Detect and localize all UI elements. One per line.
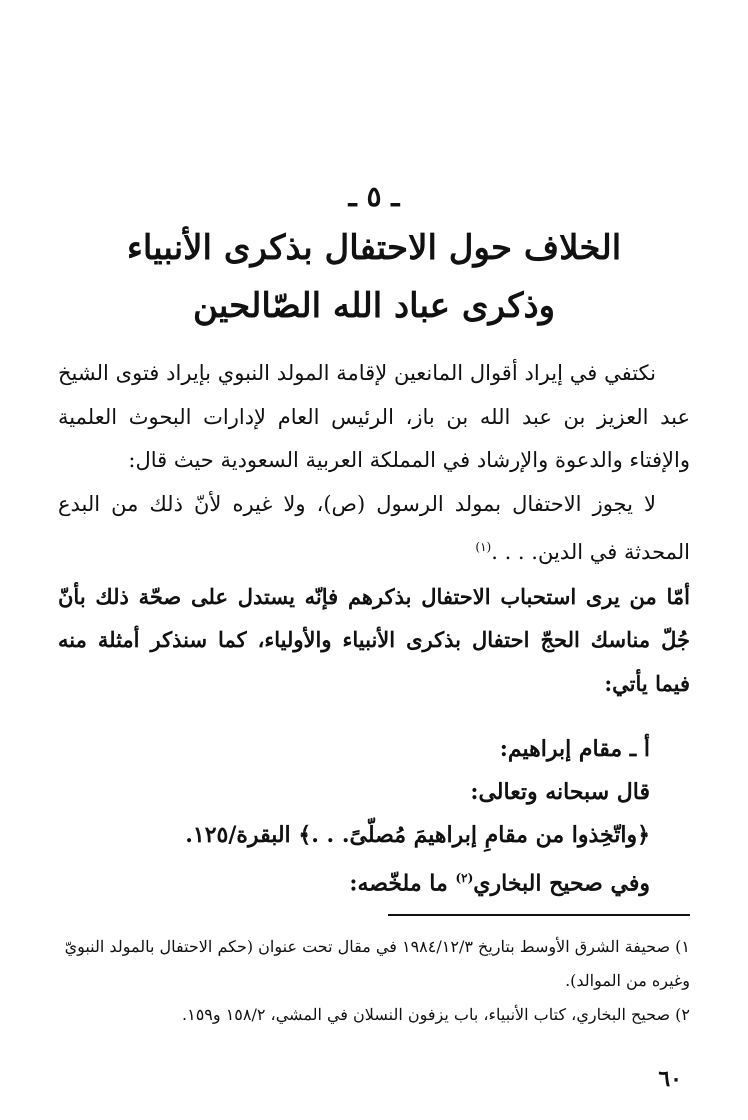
bukhari-prefix: وفي صحيح البخاري xyxy=(473,870,650,897)
footnotes xyxy=(58,930,690,1032)
intro-paragraph: نكتفي في إيراد أقوال المانعين لإقامة المولد النبوي بإيراد فتوى الشيخ عبد العزيز بن عبد الله بن باز، الرئيس العام لإدارات البحوث العلمية والإفتاء والدعوة والإرشاد في المملكة العربية السعودية حيث قال: xyxy=(58,361,690,472)
chapter-title-line-2: وذكرى عباد الله الصّالحين xyxy=(192,286,556,326)
bukhari-line xyxy=(90,857,650,905)
footnote-2: ٢) صحيح البخاري، كتاب الأنبياء، باب يزفون النسلان في المشي، ١٥٨/٢ و١٥٩. xyxy=(182,1005,690,1024)
footnote-1: ١) صحيفة الشرق الأوسط بتاريخ ١٩٨٤/١٢/٣ في مقال تحت عنوان (حكم الاحتفال بالمولد النبويّ وغيره من الموالد). xyxy=(64,937,690,990)
footnote-ref-1: (١) xyxy=(475,540,492,554)
argument-paragraph: أمّا من يرى استحباب الاحتفال بذكرهم فإنّه يستدل على صحّة ذلك بأنّ جُلّ مناسك الحجّ احتفال بذكرى الأنبياء والأولياء، كما سنذكر أمثلة منه فيما يأتي: xyxy=(58,583,690,696)
body-text xyxy=(58,352,690,705)
fatwa-quote xyxy=(58,483,690,575)
section-intro: قال سبحانه وتعالى: xyxy=(470,779,650,805)
chapter-number: ـ ٥ ـ xyxy=(348,180,400,213)
chapter-title-line-1: الخلاف حول الاحتفال بذكرى الأنبياء xyxy=(126,228,622,268)
quran-verse: ﴿واتّخِذوا من مقامِ إبراهيمَ مُصلّىً. . .﴾ البقرة/١٢٥. xyxy=(185,822,650,848)
section-maqam-ibrahim xyxy=(90,728,650,905)
fatwa-quote-text: لا يجوز الاحتفال بمولد الرسول (ص)، ولا غيره لأنّ ذلك من البدع المحدثة في الدين. . . . xyxy=(58,491,690,564)
page-number: ٦٠ xyxy=(658,1066,682,1092)
footnote-divider xyxy=(388,914,690,916)
section-heading: أ ـ مقام إبراهيم: xyxy=(499,736,650,762)
footnote-ref-2: (٢) xyxy=(455,871,474,885)
bukhari-suffix: ما ملخّصه: xyxy=(349,870,456,897)
